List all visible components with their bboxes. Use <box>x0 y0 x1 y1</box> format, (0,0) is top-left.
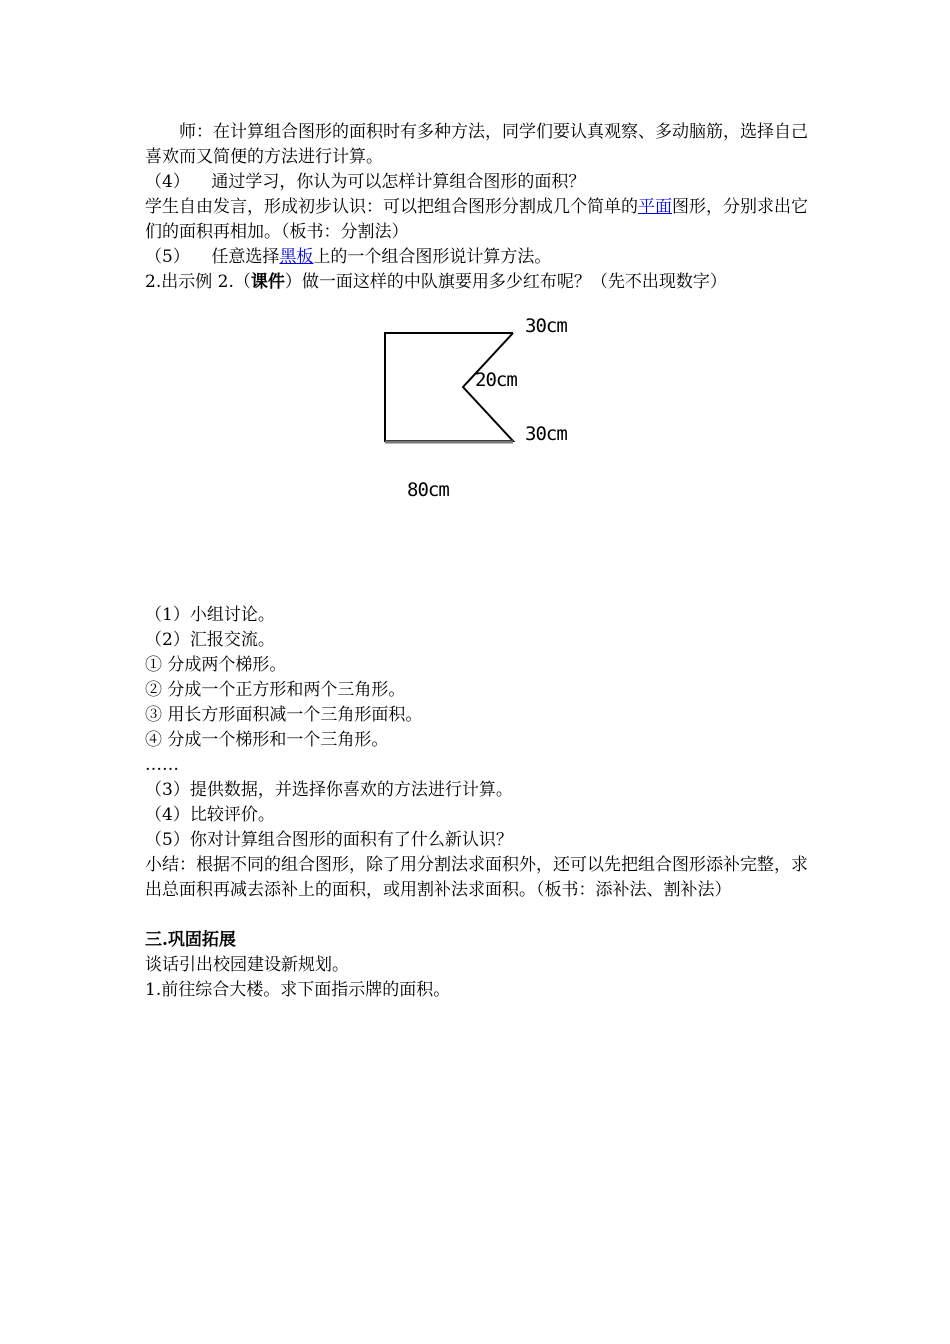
label-notch-depth: 20cm <box>475 369 517 391</box>
list-item-6: ④ 分成一个梯形和一个三角形。 <box>145 730 389 750</box>
section-3-line-1: 谈话引出校园建设新规划。 <box>145 955 349 975</box>
ex2-text-b: ）做一面这样的中队旗要用多少红布呢？（先不出现数字） <box>284 272 727 292</box>
list-item-8: （4）比较评价。 <box>145 805 275 825</box>
student-text-b: 图形，分别求出它们的面积再相加。（板书：分割法） <box>145 197 808 242</box>
student-paragraph <box>145 195 810 245</box>
blank-line <box>145 903 810 928</box>
ex2-text-a: 2.出示例 2.（ <box>145 272 251 292</box>
summary-paragraph: 小结：根据不同的组合图形，除了用分割法求面积外，还可以先把组合图形添补完整，求出总面积再减去添补上的面积，或用割补法求面积。（板书：添补法、割补法） <box>145 855 808 900</box>
list-item-1: （1）小组讨论。 <box>145 605 275 625</box>
section-3-line-2: 1.前往综合大楼。求下面指示牌的面积。 <box>145 980 451 1000</box>
section-3-title: 三.巩固拓展 <box>145 930 236 950</box>
q5-text-a: （5） 任意选择 <box>145 247 280 267</box>
ex2-bold-kejian: 课件 <box>250 272 285 292</box>
label-top-notch: 30cm <box>525 315 567 337</box>
list-item-5: ③ 用长方形面积减一个三角形面积。 <box>145 705 423 725</box>
q5-text-b: 上的一个组合图形说计算方法。 <box>313 247 552 267</box>
question-5 <box>145 245 810 270</box>
list-item-ellipsis: …… <box>145 755 179 775</box>
list-item-3: ① 分成两个梯形。 <box>145 655 287 675</box>
student-text-a: 学生自由发言，形成初步认识：可以把组合图形分割成几个简单的 <box>145 197 638 217</box>
list-item-2: （2）汇报交流。 <box>145 630 275 650</box>
list-item-4: ② 分成一个正方形和两个三角形。 <box>145 680 406 700</box>
list-item-7: （3）提供数据，并选择你喜欢的方法进行计算。 <box>145 780 513 800</box>
label-bottom-notch: 30cm <box>525 423 567 445</box>
flag-figure <box>145 303 810 603</box>
teacher-paragraph: 师：在计算组合图形的面积时有多种方法，同学们要认真观察、多动脑筋，选择自己喜欢而又简便的方法进行计算。 <box>145 122 808 167</box>
link-heiban[interactable]: 黑板 <box>279 247 314 267</box>
list-item-9: （5）你对计算组合图形的面积有了什么新认识？ <box>145 830 513 850</box>
link-pingmian[interactable]: 平面 <box>638 197 672 217</box>
question-4: （4） 通过学习，你认为可以怎样计算组合图形的面积？ <box>145 172 586 192</box>
label-flag-width: 80cm <box>407 479 449 501</box>
document-page <box>145 120 810 1003</box>
example-2-line <box>145 270 810 295</box>
